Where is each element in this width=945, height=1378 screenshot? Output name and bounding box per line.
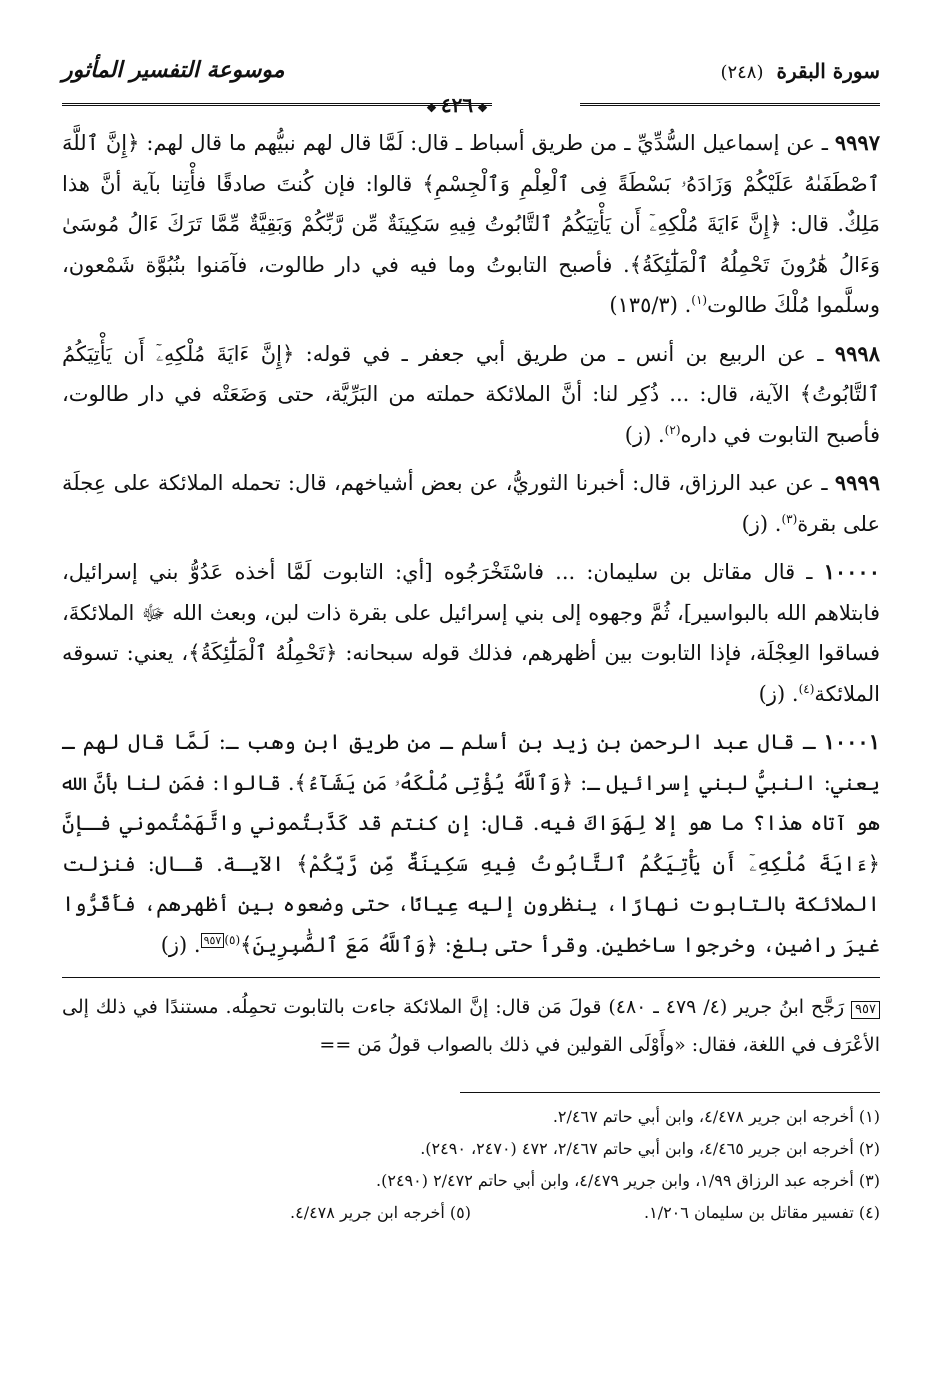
footnote-4: (٤) تفسير مقاتل بن سليمان ١/٢٠٦.	[644, 1203, 880, 1222]
paragraph-tail: . (ز)	[741, 511, 782, 536]
paragraph-9999	[62, 463, 880, 544]
entry-number: ١٠٠٠١	[823, 729, 880, 754]
commentary-ref: ٩٥٧	[851, 1001, 880, 1019]
header-rule-right	[580, 103, 880, 106]
footnote-ref: (٥)	[224, 932, 241, 947]
page-number-value: ٤٢٦	[440, 93, 474, 117]
footnote-ref: (١)	[691, 293, 708, 307]
paragraph-9997	[62, 123, 880, 326]
ornament-icon: ❖	[477, 101, 488, 115]
paragraph-text: ـ عن الربيع بن أنس ـ من طريق أبي جعفر ـ في قوله: ﴿إِنَّ ءَايَةَ مُلْكِهِۦٓ أَن يَأْتِيَكُمُ ٱلتَّابُوتُ﴾ الآية، قال: ... ذُكِر لنا: أنَّ الملائكة حملته من البَرِّيَّة، حتى وَضَعَتْه في دار طالوت، فأصبح التابوت في داره	[62, 341, 880, 447]
footnote-ref: (٢)	[664, 422, 681, 437]
paragraph-tail: . (ز)	[160, 932, 201, 957]
ornament-icon: ❖	[426, 101, 437, 115]
page-header	[62, 55, 880, 117]
footnotes	[62, 1101, 880, 1229]
paragraph-9998	[62, 334, 880, 456]
footnote-1: (١) أخرجه ابن جرير ٤/٤٧٨، وابن أبي حاتم ٢/٤٦٧.	[552, 1107, 880, 1126]
footnote-ref: (٣)	[781, 511, 798, 526]
paragraph-10000	[62, 552, 880, 714]
footnotes-divider	[460, 1092, 880, 1093]
footnote-5: (٥) أخرجه ابن جرير ٤/٤٧٨.	[290, 1203, 471, 1222]
entry-number: ٩٩٩٧	[834, 130, 880, 155]
entry-number: ١٠٠٠٠	[823, 559, 880, 584]
paragraph-tail: . (ز)	[758, 681, 799, 706]
surah-name: سورة البقرة	[776, 59, 880, 83]
footnote-row	[62, 1197, 880, 1229]
paragraph-text: ـ عن إسماعيل السُّدِّيِّ ـ من طريق أسباط ـ قال: لَمَّا قال لهم نبيُّهم ما قال لهم: ﴿إِنَّ ٱللَّهَ ٱصْطَفَىٰهُ عَلَيْكُمْ وَزَادَهُۥ بَسْطَةً فِى ٱلْعِلْمِ وَٱلْجِسْمِ﴾ قالوا: فإن كُنتَ صادقًا فأْتِنا بآية أنَّ هذا مَلِكٌ. قال: ﴿إِنَّ ءَايَةَ مُلْكِهِۦٓ أَن يَأْتِيَكُمُ ٱلتَّابُوتُ فِيهِ سَكِينَةٌ مِّن رَّبِّكُمْ وَبَقِيَّةٌ مِّمَّا تَرَكَ ءَالُ مُوسَىٰ وَءَالُ هَٰرُونَ تَحْمِلُهُ ٱلْمَلَٰٓئِكَةُ﴾. فأصبح التابوتُ وما فيه في دار طالوت، فآمَنوا بنُبُوَّة شَمْعون، وسلَّموا مُلْكَ طالوت	[62, 131, 880, 317]
footnote-ref: (٤)	[798, 681, 815, 696]
paragraph-tail: . (ز)	[624, 422, 665, 447]
commentary-marker: ٩٥٧	[201, 933, 225, 948]
entry-number: ٩٩٩٩	[834, 470, 880, 495]
paragraph-text: ـ قال عبد الرحمن بن زيد بن أسلم ـ من طريق ابن وهب ـ: لَمَّا قال لهم ـ يعني: النبيُّ لبني إسرائيل ـ: ﴿وَٱللَّهُ يُؤْتِى مُلْكَهُۥ مَن يَشَآءُ﴾. قالوا: فمَن لنا بأنَّ الله هو آتاه هذا؟ ما هو إلا لِهَوَاكَ فيه. قال: إن كنتم قد كَذَّبتُموني واتَّهَمْتُموني فـإنَّ ﴿ءَايَةَ مُلْكِهِۦٓ أَن يَأْتِيَكُمُ ٱلتَّابُوتُ فِيهِ سَكِينَةٌ مِّن رَّبِّكُمْ﴾ الآيـة. قـال: فنزلت الملائكة بالتابوت نهارًا، ينظرون إليه عِيانًا، حتى وضعوه بين أظهرهم، فأَقَرُّوا غيرَ راضين، وخرجوا ساخطين. وقرأ حتى بلغ: ﴿وَٱللَّهُ مَعَ ٱلصَّٰبِرِينَ﴾	[62, 730, 880, 957]
footnote-2: (٢) أخرجه ابن جرير ٤/٤٦٥، وابن أبي حاتم ٢/٤٦٧، ٤٧٢ (٢٤٧٠، ٢٤٩٠).	[420, 1139, 880, 1158]
page	[62, 55, 880, 1229]
book-title: موسوعة التفسير المأثور	[62, 57, 285, 83]
paragraph-text: ـ عن عبد الرزاق، قال: أخبرنا الثوريُّ، عن بعض أشياخهم، قال: تحمله الملائكة على عِجلَة على بقرة	[62, 471, 880, 536]
surah-title	[720, 59, 880, 83]
page-number	[404, 93, 510, 117]
commentary-note	[62, 988, 880, 1064]
paragraph-tail: . (١٣٥/٣)	[609, 293, 692, 317]
paragraph-10001	[62, 722, 880, 965]
verse-number: (٢٤٨)	[720, 62, 764, 83]
commentary-divider	[62, 977, 880, 978]
entry-number: ٩٩٩٨	[834, 340, 880, 366]
paragraph-text: ـ قال مقاتل بن سليمان: ... فاسْتَخْرَجُوه [أي: التابوت لَمَّا أخذه عَدُوُّ بني إسرائيل، فابتلاهم الله بالبواسير]، ثُمَّ وجهوه إلى بني إسرائيل على بقرة ذات لبن، وبعث الله ﷻ الملائكةَ، فساقوا العِجْلَة، فإذا التابوت بين أظهرهم، فذلك قوله سبحانه: ﴿تَحْمِلُهُ ٱلْمَلَٰٓئِكَةُ﴾، يعني: تسوقه الملائكة	[62, 560, 880, 706]
commentary-text: رَجَّح ابنُ جرير (٤/ ٤٧٩ ـ ٤٨٠) قولَ مَن قال: إنَّ الملائكة جاءت بالتابوت تحمِلُه. مستندًا في ذلك إلى الأعْرَف في اللغة، فقال: «وأَوْلَى القولين في ذلك بالصواب قولُ مَن ==	[62, 996, 880, 1056]
footnote-3: (٣) أخرجه عبد الرزاق ١/٩٩، وابن جرير ٤/٤٧٩، وابن أبي حاتم ٢/٤٧٢ (٢٤٩٠).	[376, 1171, 880, 1190]
